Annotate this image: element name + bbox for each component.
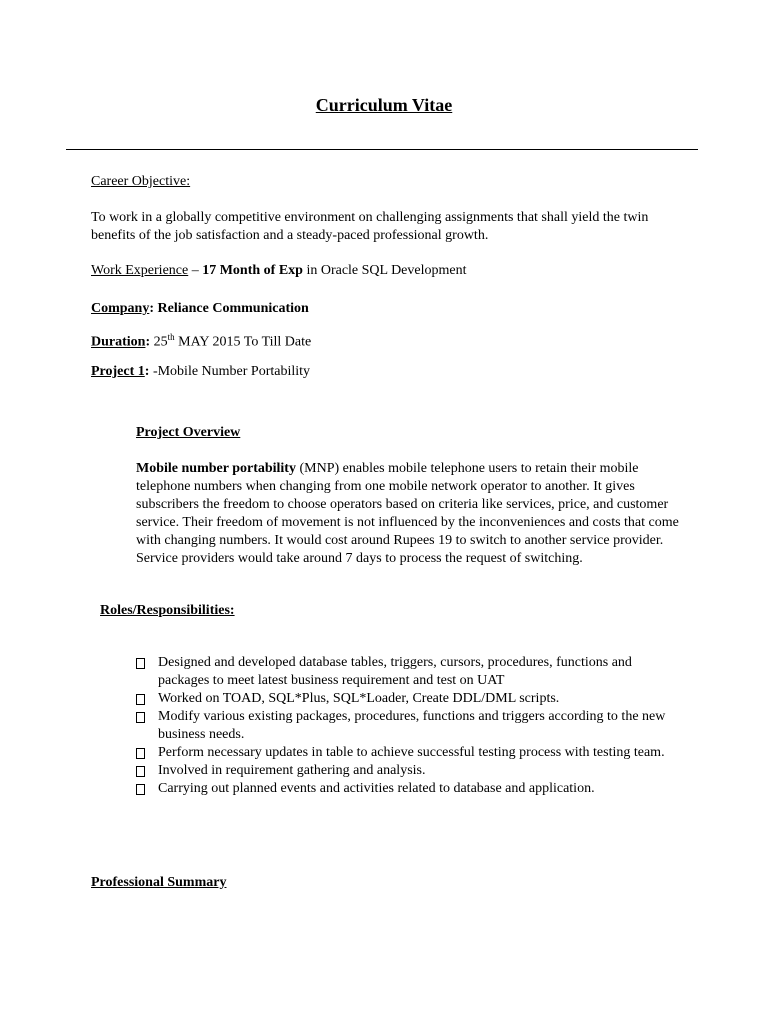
bullet-box-icon: [136, 712, 145, 723]
list-item: [135, 654, 680, 690]
title-divider: [66, 149, 698, 150]
project-overview-heading: Project Overview: [136, 425, 241, 440]
project-line: [91, 364, 310, 380]
career-objective-heading: Career Objective:: [91, 174, 191, 189]
work-experience-months: 17 Month of Exp: [202, 263, 303, 278]
roles-heading: Roles/Responsibilities:: [100, 603, 235, 618]
list-item: [135, 744, 680, 762]
bullet-box-icon: [136, 766, 145, 777]
work-experience-label: Work Experience: [91, 263, 189, 278]
company-label: Company: [91, 301, 150, 316]
bullet-box-icon: [136, 748, 145, 759]
career-objective-text: To work in a globally competitive environment on challenging assignments that shall yield the twin benefits of the job satisfaction and a steady-paced professional growth.: [91, 210, 649, 243]
bullet-box-icon: [136, 694, 145, 705]
mnp-description: (MNP) enables mobile telephone users to retain their mobile telephone numbers when changing from one mobile network operator to another. It gives subscribers the freedom to choose operators based on criteria like services, price, and customer service. Their freedom of movement is not influenced by the inconveniences and costs that come with changing numbers. It would cost around Rupees 19 to switch to another service provider. Service providers would take around 7 days to process the request of switching.: [136, 461, 679, 566]
mnp-term: Mobile number portability: [136, 461, 296, 476]
duration-day-suffix: th: [167, 332, 175, 342]
roles-list: [135, 654, 680, 798]
list-item-text: Involved in requirement gathering and analysis.: [158, 763, 426, 778]
list-item-text: Worked on TOAD, SQL*Plus, SQL*Loader, Create DDL/DML scripts.: [158, 691, 560, 706]
company-line: [91, 301, 309, 317]
document-title: Curriculum Vitae: [315, 95, 453, 115]
list-item-text: Modify various existing packages, procedures, functions and triggers according to the new business needs.: [158, 709, 666, 742]
project-value: -Mobile Number Portability: [149, 364, 311, 379]
work-experience-dash: –: [188, 263, 203, 278]
project-colon: :: [144, 364, 150, 379]
company-value: Reliance Communication: [154, 301, 309, 316]
list-item-text: Designed and developed database tables, triggers, cursors, procedures, functions and packages to meet latest business requirement and test on UAT: [158, 655, 632, 688]
duration-line: [91, 332, 311, 351]
project-label: Project 1: [91, 364, 145, 379]
list-item-text: Perform necessary updates in table to achieve successful testing process with testing team.: [158, 745, 665, 760]
bullet-box-icon: [136, 784, 145, 795]
professional-summary-heading: Professional Summary: [91, 875, 227, 890]
work-experience-field: in Oracle SQL Development: [302, 263, 467, 278]
company-colon: :: [149, 301, 155, 316]
duration-label: Duration: [91, 334, 146, 350]
bullet-box-icon: [136, 658, 145, 669]
project-overview-text: [136, 460, 681, 568]
duration-day: 25: [150, 334, 168, 350]
list-item-text: Carrying out planned events and activities related to database and application.: [158, 781, 595, 796]
list-item: [135, 762, 680, 780]
list-item: [135, 708, 680, 744]
list-item: [135, 780, 680, 798]
duration-rest: MAY 2015 To Till Date: [174, 334, 312, 350]
list-item: [135, 690, 680, 708]
duration-colon: :: [145, 334, 151, 350]
work-experience-line: [91, 263, 467, 279]
